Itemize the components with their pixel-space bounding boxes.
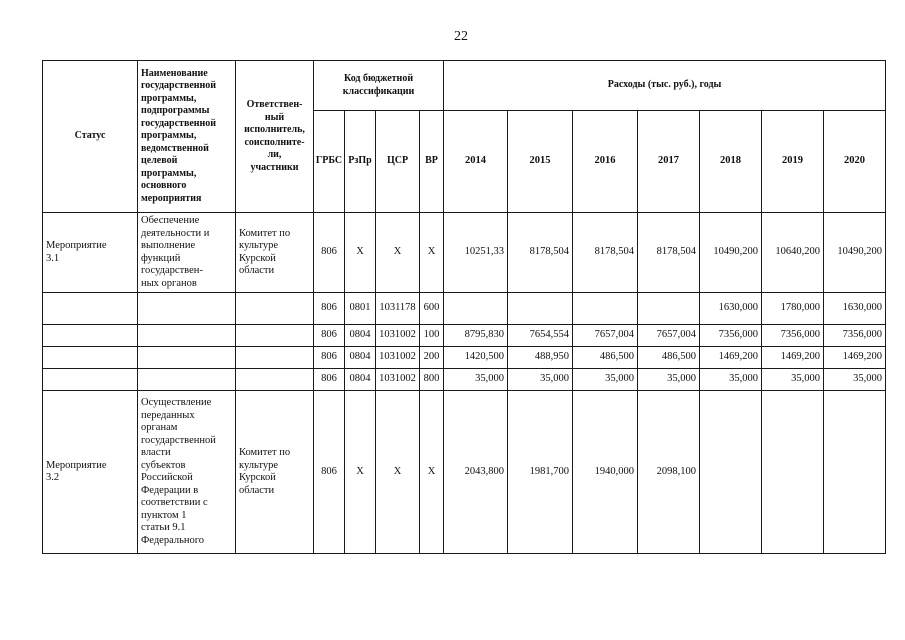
- cell-status: [43, 325, 138, 347]
- cell-rzpr: 0801: [345, 293, 376, 325]
- cell-grbs: 806: [314, 369, 345, 391]
- cell-expense-2019: 1469,200: [762, 347, 824, 369]
- header-year-2016: 2016: [573, 111, 638, 213]
- cell-grbs: 806: [314, 213, 345, 293]
- cell-expense-2020: 1469,200: [824, 347, 886, 369]
- cell-name: Обеспечение деятельности и выполнение функций государствен- ных органов: [138, 213, 236, 293]
- page-number: 22: [454, 29, 468, 44]
- cell-expense-2019: 35,000: [762, 369, 824, 391]
- cell-expense-2016: 35,000: [573, 369, 638, 391]
- cell-rzpr: 0804: [345, 347, 376, 369]
- cell-expense-2020: [824, 391, 886, 554]
- cell-expense-2014: 35,000: [444, 369, 508, 391]
- cell-expense-2019: 1780,000: [762, 293, 824, 325]
- cell-expense-2017: 486,500: [638, 347, 700, 369]
- cell-responsible: [236, 347, 314, 369]
- cell-responsible: Комитет по культуре Курской области: [236, 213, 314, 293]
- cell-vr: Х: [420, 391, 444, 554]
- cell-expense-2020: 1630,000: [824, 293, 886, 325]
- cell-expense-2015: 488,950: [508, 347, 573, 369]
- cell-responsible: Комитет по культуре Курской области: [236, 391, 314, 554]
- cell-csr: 1031178: [376, 293, 420, 325]
- header-year-2017: 2017: [638, 111, 700, 213]
- table-row: [43, 391, 886, 554]
- cell-status: [43, 369, 138, 391]
- budget-table: [42, 60, 886, 554]
- table-header: [43, 61, 886, 213]
- cell-expense-2020: 7356,000: [824, 325, 886, 347]
- header-expenses: Расходы (тыс. руб.), годы: [444, 61, 886, 111]
- header-row-1: [43, 61, 886, 111]
- cell-vr: 100: [420, 325, 444, 347]
- header-year-2020: 2020: [824, 111, 886, 213]
- cell-rzpr: 0804: [345, 325, 376, 347]
- header-vr: ВР: [420, 111, 444, 213]
- header-year-2018: 2018: [700, 111, 762, 213]
- table-row: [43, 347, 886, 369]
- cell-name: [138, 347, 236, 369]
- cell-expense-2016: [573, 293, 638, 325]
- cell-responsible: [236, 369, 314, 391]
- cell-expense-2017: 2098,100: [638, 391, 700, 554]
- cell-name: [138, 325, 236, 347]
- cell-expense-2016: 8178,504: [573, 213, 638, 293]
- cell-responsible: [236, 325, 314, 347]
- cell-expense-2016: 7657,004: [573, 325, 638, 347]
- cell-status: [43, 347, 138, 369]
- header-grbs: ГРБС: [314, 111, 345, 213]
- table-row: [43, 325, 886, 347]
- cell-name: [138, 293, 236, 325]
- cell-grbs: 806: [314, 391, 345, 554]
- cell-csr: Х: [376, 391, 420, 554]
- cell-expense-2014: [444, 293, 508, 325]
- header-year-2014: 2014: [444, 111, 508, 213]
- cell-csr: 1031002: [376, 369, 420, 391]
- header-name: Наименование государственной программы, подпрограммы государственной программы, ведомственной целевой программы, основного мероприятия: [138, 61, 236, 213]
- cell-expense-2018: [700, 391, 762, 554]
- cell-expense-2016: 1940,000: [573, 391, 638, 554]
- cell-expense-2019: 7356,000: [762, 325, 824, 347]
- cell-rzpr: Х: [345, 213, 376, 293]
- cell-expense-2017: 8178,504: [638, 213, 700, 293]
- table-body: [43, 213, 886, 554]
- cell-expense-2019: 10640,200: [762, 213, 824, 293]
- cell-name: [138, 369, 236, 391]
- cell-expense-2017: 35,000: [638, 369, 700, 391]
- cell-expense-2017: [638, 293, 700, 325]
- cell-csr: Х: [376, 213, 420, 293]
- cell-grbs: 806: [314, 293, 345, 325]
- cell-expense-2019: [762, 391, 824, 554]
- cell-status: Мероприятие 3.2: [43, 391, 138, 554]
- cell-responsible: [236, 293, 314, 325]
- cell-rzpr: Х: [345, 391, 376, 554]
- header-year-2019: 2019: [762, 111, 824, 213]
- cell-expense-2018: 1469,200: [700, 347, 762, 369]
- cell-csr: 1031002: [376, 347, 420, 369]
- header-status: Статус: [43, 61, 138, 213]
- cell-expense-2018: 10490,200: [700, 213, 762, 293]
- cell-expense-2015: 7654,554: [508, 325, 573, 347]
- cell-status: [43, 293, 138, 325]
- header-budget-code: Код бюджетной классификации: [314, 61, 444, 111]
- cell-expense-2020: 35,000: [824, 369, 886, 391]
- cell-expense-2015: 8178,504: [508, 213, 573, 293]
- cell-status: Мероприятие 3.1: [43, 213, 138, 293]
- cell-expense-2014: 2043,800: [444, 391, 508, 554]
- header-csr: ЦСР: [376, 111, 420, 213]
- cell-grbs: 806: [314, 325, 345, 347]
- cell-expense-2015: 35,000: [508, 369, 573, 391]
- cell-expense-2020: 10490,200: [824, 213, 886, 293]
- cell-expense-2018: 7356,000: [700, 325, 762, 347]
- cell-expense-2014: 1420,500: [444, 347, 508, 369]
- cell-csr: 1031002: [376, 325, 420, 347]
- cell-vr: 800: [420, 369, 444, 391]
- cell-expense-2018: 1630,000: [700, 293, 762, 325]
- header-rzpr: РзПр: [345, 111, 376, 213]
- cell-expense-2015: 1981,700: [508, 391, 573, 554]
- cell-expense-2017: 7657,004: [638, 325, 700, 347]
- cell-expense-2014: 10251,33: [444, 213, 508, 293]
- header-responsible: Ответствен- ный исполнитель, соисполните- ли, участники: [236, 61, 314, 213]
- cell-rzpr: 0804: [345, 369, 376, 391]
- header-year-2015: 2015: [508, 111, 573, 213]
- cell-name: Осуществление переданных органам государственной власти субъектов Российской Федерации в соответствии с пунктом 1 статьи 9.1 Федерального: [138, 391, 236, 554]
- cell-grbs: 806: [314, 347, 345, 369]
- table-row: [43, 213, 886, 293]
- cell-expense-2014: 8795,830: [444, 325, 508, 347]
- cell-expense-2018: 35,000: [700, 369, 762, 391]
- cell-vr: 200: [420, 347, 444, 369]
- cell-vr: 600: [420, 293, 444, 325]
- table-row: [43, 293, 886, 325]
- cell-expense-2016: 486,500: [573, 347, 638, 369]
- cell-expense-2015: [508, 293, 573, 325]
- cell-vr: Х: [420, 213, 444, 293]
- table-row: [43, 369, 886, 391]
